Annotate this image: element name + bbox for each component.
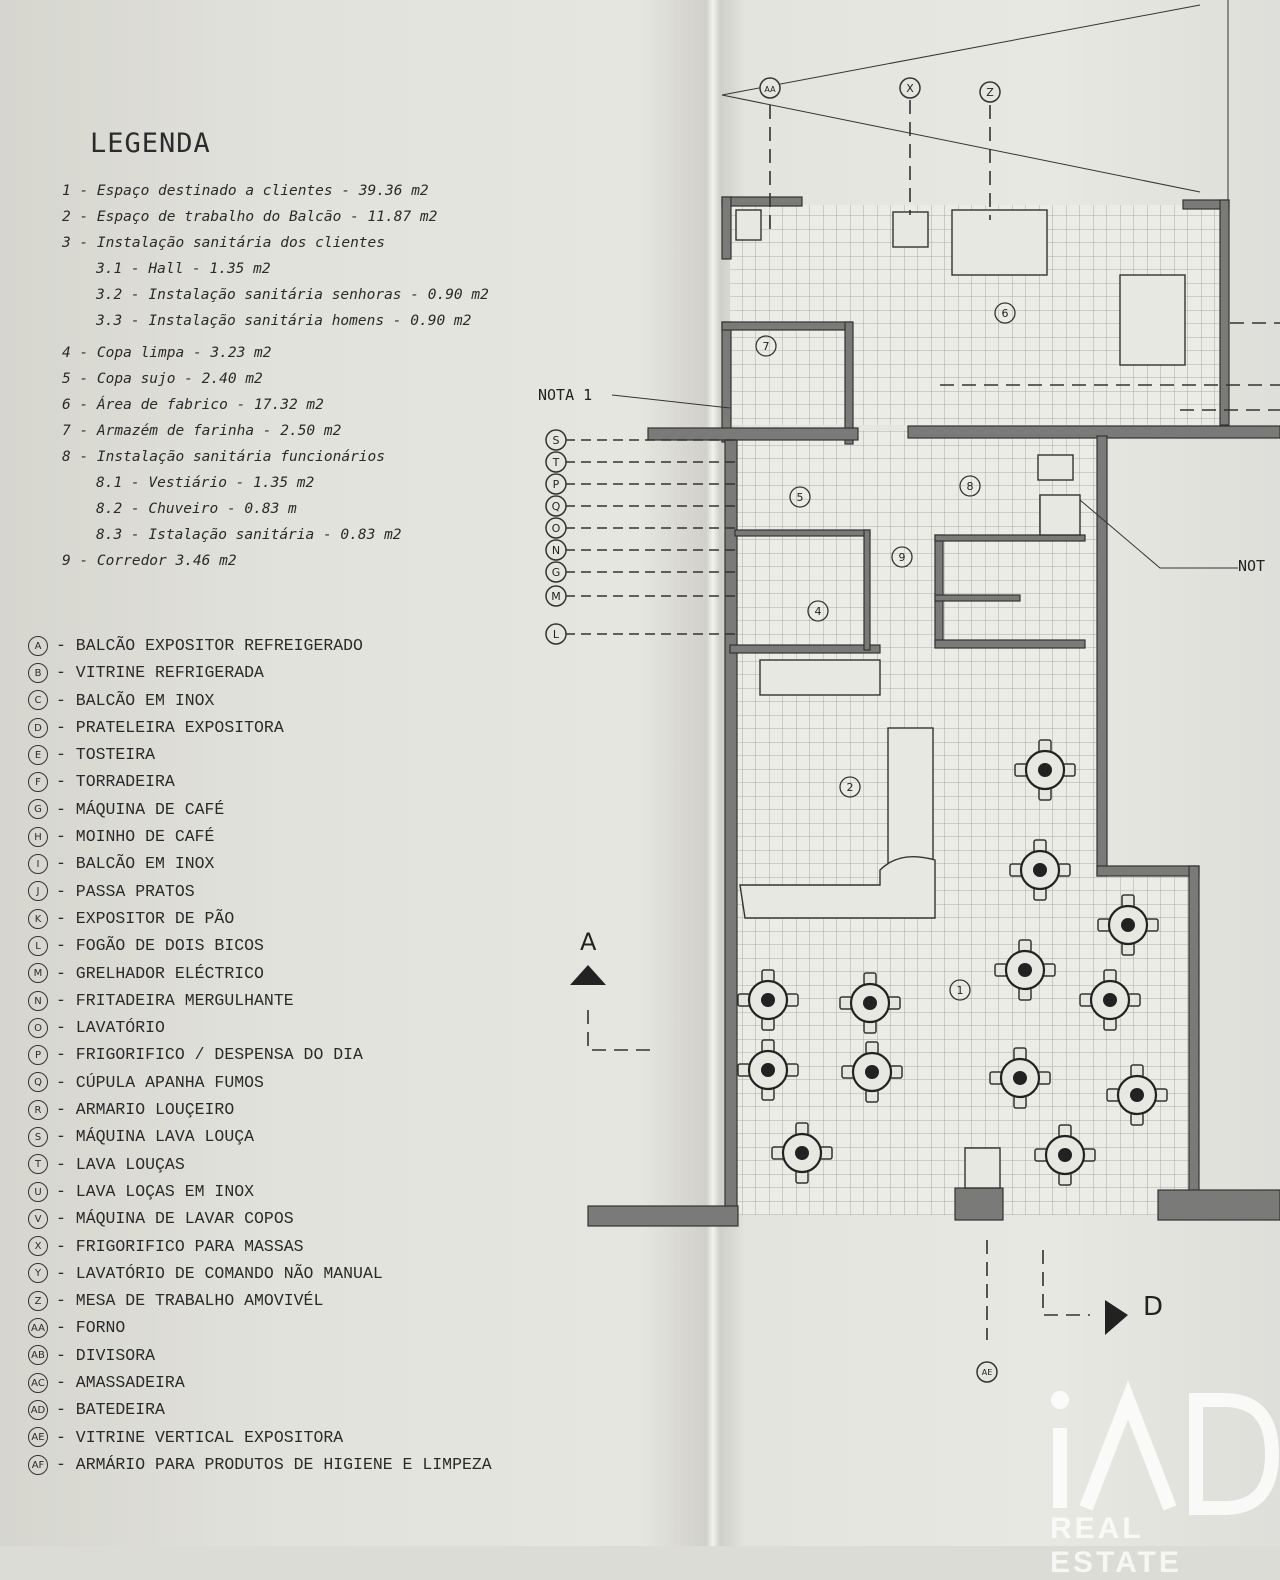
equipment-label: - TOSTEIRA (56, 745, 156, 765)
svg-text:L: L (552, 628, 560, 641)
area-item: 8.3 - Istalação sanitária - 0.83 m2 (96, 527, 402, 543)
equipment-label: - FORNO (56, 1318, 126, 1338)
equipment-code-badge: V (28, 1209, 48, 1229)
svg-text:M: M (551, 590, 561, 603)
equipment-code-badge: Y (28, 1263, 48, 1283)
equipment-label: - CÚPULA APANHA FUMOS (56, 1072, 264, 1092)
equipment-label: - BATEDEIRA (56, 1400, 165, 1420)
svg-text:8: 8 (966, 480, 974, 493)
equipment-label: - LAVATÓRIO (56, 1018, 165, 1038)
equipment-code-badge: C (28, 690, 48, 710)
callout-badge (546, 474, 566, 494)
svg-text:6: 6 (1001, 307, 1009, 320)
callout-badge (546, 624, 566, 644)
area-item: 8 - Instalação sanitária funcionários (62, 449, 386, 465)
area-item: 1 - Espaço destinado a clientes - 39.36 m2 (62, 183, 429, 199)
equipment-code-badge: AD (28, 1400, 48, 1420)
callout-badge (977, 1362, 997, 1382)
area-item: 2 - Espaço de trabalho do Balcão - 11.87 m2 (62, 209, 438, 225)
area-item: 6 - Área de fabrico - 17.32 m2 (62, 397, 324, 413)
equipment-code-badge: D (28, 718, 48, 738)
svg-text:5: 5 (796, 491, 804, 504)
equipment-code-badge: AE (28, 1427, 48, 1447)
equipment-label: - MÁQUINA DE CAFÉ (56, 799, 225, 819)
equipment-label: - FOGÃO DE DOIS BICOS (56, 936, 264, 956)
svg-text:N: N (551, 544, 561, 557)
equipment-code-badge: AA (28, 1318, 48, 1338)
equipment-label: - FRIGORIFICO / DESPENSA DO DIA (56, 1045, 363, 1065)
equipment-label: - BALCÃO EM INOX (56, 854, 215, 874)
equipment-label: - GRELHADOR ELÉCTRICO (56, 963, 264, 983)
equipment-label: - MÁQUINA LAVA LOUÇA (56, 1127, 255, 1147)
watermark-text: REAL ESTATE (1050, 1512, 1182, 1579)
svg-text:P: P (552, 478, 560, 491)
svg-text:4: 4 (814, 605, 822, 618)
svg-text:O: O (551, 522, 561, 535)
equipment-code-badge: U (28, 1182, 48, 1202)
equipment-code-badge: H (28, 827, 48, 847)
area-item: 8.1 - Vestiário - 1.35 m2 (96, 475, 315, 491)
left-callouts (546, 430, 566, 644)
area-item: 3.1 - Hall - 1.35 m2 (96, 261, 271, 277)
svg-text:2: 2 (846, 781, 854, 794)
equipment-code-badge: P (28, 1045, 48, 1065)
svg-text:T: T (552, 456, 560, 469)
section-a-arrow (570, 965, 606, 985)
equipment-label: - BALCÃO EM INOX (56, 690, 215, 710)
equipment-code-badge: O (28, 1018, 48, 1038)
equipment-code-badge: L (28, 936, 48, 956)
svg-text:Q: Q (551, 500, 561, 513)
svg-text:Z: Z (986, 86, 994, 99)
svg-text:AE: AE (981, 1368, 993, 1377)
callout-badge (900, 78, 920, 98)
equipment-label: - FRITADEIRA MERGULHANTE (56, 990, 294, 1010)
area-item: 3.3 - Instalação sanitária homens - 0.90 m2 (96, 313, 472, 329)
callout-badge (546, 562, 566, 582)
svg-text:7: 7 (762, 340, 770, 353)
svg-text:G: G (551, 566, 561, 579)
equipment-code-badge: G (28, 799, 48, 819)
equipment-label: - PASSA PRATOS (56, 881, 195, 901)
callout-badge (546, 496, 566, 516)
svg-text:9: 9 (898, 551, 906, 564)
equipment-label: - DIVISORA (56, 1345, 156, 1365)
note-1-label: NOTA 1 (538, 386, 593, 404)
area-item: 5 - Copa sujo - 2.40 m2 (62, 371, 263, 387)
equipment-code-badge: Z (28, 1291, 48, 1311)
area-item: 8.2 - Chuveiro - 0.83 m (96, 501, 297, 517)
equipment-label: - LAVATÓRIO DE COMANDO NÃO MANUAL (56, 1263, 383, 1283)
equipment-label: - MÁQUINA DE LAVAR COPOS (56, 1209, 294, 1229)
equipment-label: - MOINHO DE CAFÉ (56, 827, 215, 847)
svg-text:S: S (552, 434, 560, 447)
equipment-code-badge: E (28, 745, 48, 765)
equipment-label: - LAVA LOUÇAS (56, 1154, 185, 1174)
area-item: 3.2 - Instalação sanitária senhoras - 0.90 m2 (96, 287, 489, 303)
area-item: 4 - Copa limpa - 3.23 m2 (62, 345, 272, 361)
equipment-code-badge: AF (28, 1455, 48, 1475)
equipment-code-badge: Q (28, 1072, 48, 1092)
equipment-label: - TORRADEIRA (56, 772, 175, 792)
area-item: 9 - Corredor 3.46 m2 (62, 553, 237, 569)
equipment-label: - BALCÃO EXPOSITOR REFREIGERADO (56, 636, 363, 655)
equipment-label: - VITRINE VERTICAL EXPOSITORA (56, 1427, 344, 1447)
equipment-label: - EXPOSITOR DE PÃO (56, 908, 235, 928)
equipment-code-badge: R (28, 1100, 48, 1120)
equipment-code-badge: X (28, 1236, 48, 1256)
section-a-label: A (580, 928, 597, 956)
svg-text:1: 1 (956, 984, 964, 997)
equipment-code-badge: N (28, 991, 48, 1011)
callout-badge (760, 78, 780, 98)
callout-badge (546, 540, 566, 560)
section-d-arrow (1105, 1300, 1128, 1335)
callout-badge (546, 430, 566, 450)
equipment-label: - MESA DE TRABALHO AMOVIVÉL (56, 1291, 324, 1311)
equipment-code-badge: S (28, 1127, 48, 1147)
equipment-label: - LAVA LOÇAS EM INOX (56, 1181, 255, 1201)
legend-title: LEGENDA (90, 128, 211, 159)
equipment-code-badge: AB (28, 1345, 48, 1365)
callout-badge (546, 452, 566, 472)
note-2-label: NOT (1238, 557, 1266, 575)
equipment-label: - AMASSADEIRA (56, 1373, 185, 1393)
equipment-code-badge: A (28, 636, 48, 656)
equipment-code-badge: K (28, 909, 48, 929)
callout-badge (980, 82, 1000, 102)
equipment-label: - PRATELEIRA EXPOSITORA (56, 717, 284, 737)
section-d-label: D (1143, 1292, 1164, 1322)
svg-text:AA: AA (764, 85, 776, 94)
equipment-label: - ARMARIO LOUÇEIRO (56, 1100, 235, 1120)
area-item: 7 - Armazém de farinha - 2.50 m2 (62, 423, 342, 439)
equipment-code-badge: B (28, 663, 48, 683)
equipment-label: - FRIGORIFICO PARA MASSAS (56, 1236, 304, 1256)
equipment-code-badge: M (28, 963, 48, 983)
equipment-code-badge: I (28, 854, 48, 874)
svg-text:X: X (906, 82, 914, 95)
equipment-code-badge: T (28, 1154, 48, 1174)
equipment-label: - ARMÁRIO PARA PRODUTOS DE HIGIENE E LIMPEZA (56, 1454, 492, 1474)
equipment-code-badge: F (28, 772, 48, 792)
callout-badge (546, 586, 566, 606)
equipment-code-badge: AC (28, 1373, 48, 1393)
equipment-label: - VITRINE REFRIGERADA (56, 663, 264, 683)
callout-leaders (565, 440, 740, 634)
area-item: 3 - Instalação sanitária dos clientes (62, 235, 386, 251)
callout-badge (546, 518, 566, 538)
equipment-code-badge: J (28, 881, 48, 901)
